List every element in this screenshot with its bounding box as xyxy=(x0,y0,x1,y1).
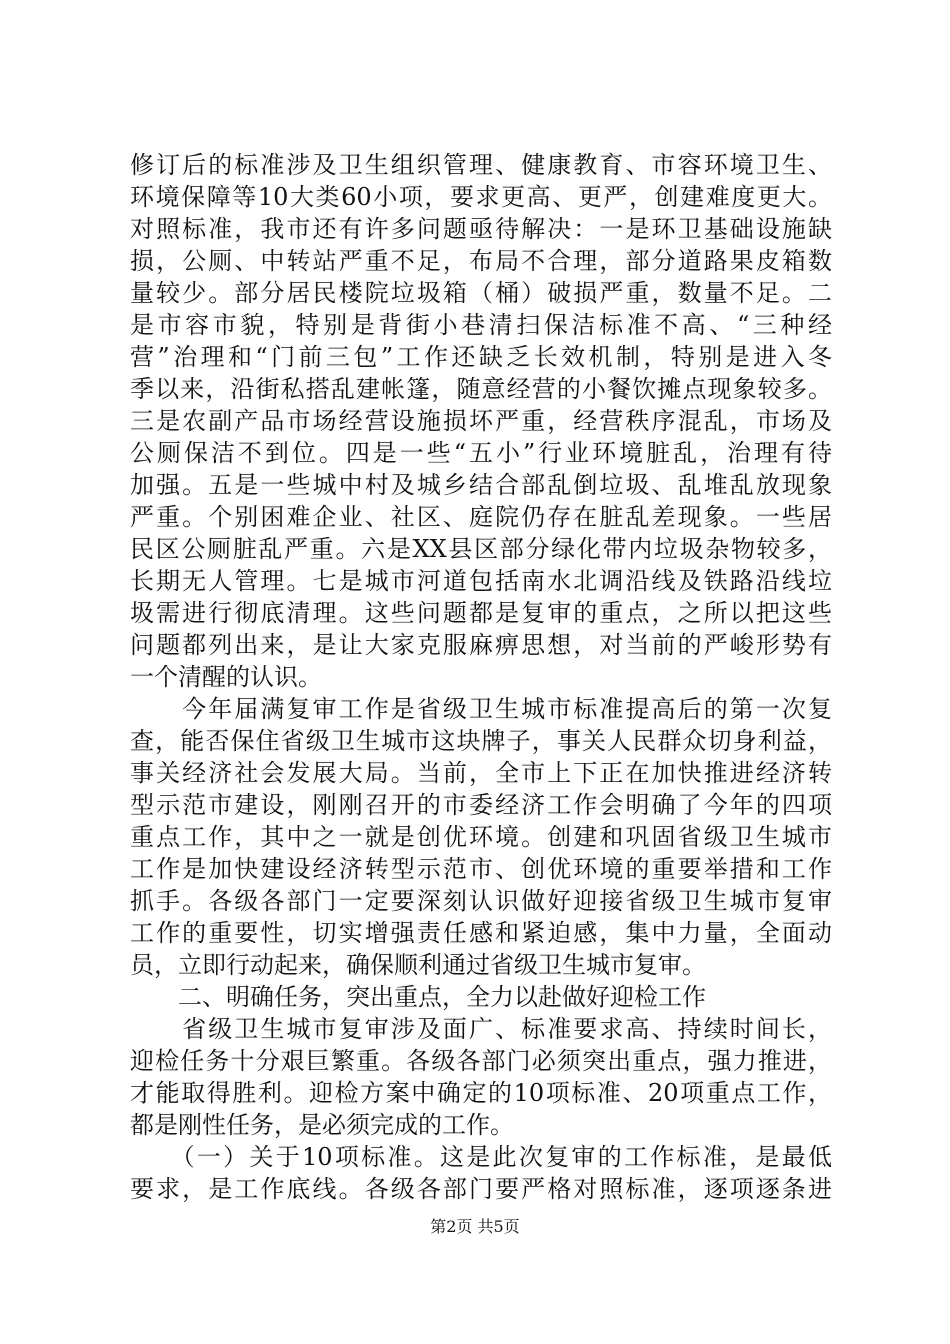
text-line: 民区公厕脏乱严重。六是XX县区部分绿化带内垃圾杂物较多， xyxy=(130,535,832,563)
text-line: 是市容市貌，特别是背街小巷清扫保洁标准不高、“三种经 xyxy=(130,311,832,339)
text-line: （一）关于10项标准。这是此次复审的工作标准，是最低 xyxy=(130,1143,832,1171)
text-line: 圾需进行彻底清理。这些问题都是复审的重点，之所以把这些 xyxy=(130,599,832,627)
text-line: 公厕保洁不到位。四是一些“五小”行业环境脏乱，治理有待 xyxy=(130,439,832,467)
text-line: 都是刚性任务，是必须完成的工作。 xyxy=(130,1111,514,1139)
text-line: 季以来，沿街私搭乱建帐篷，随意经营的小餐饮摊点现象较多。 xyxy=(130,375,832,403)
text-line: 事关经济社会发展大局。当前，全市上下正在加快推进经济转 xyxy=(130,759,832,787)
text-line: 省级卫生城市复审涉及面广、标准要求高、持续时间长， xyxy=(130,1015,832,1043)
text-line: 抓手。各级各部门一定要深刻认识做好迎接省级卫生城市复审 xyxy=(130,887,832,915)
text-line: 迎检任务十分艰巨繁重。各级各部门必须突出重点，强力推进， xyxy=(130,1047,832,1075)
text-line: 对照标准，我市还有许多问题亟待解决：一是环卫基础设施缺 xyxy=(130,215,832,243)
text-line: 工作是加快建设经济转型示范市、创优环境的重要举措和工作 xyxy=(130,855,832,883)
text-line: 重点工作，其中之一就是创优环境。创建和巩固省级卫生城市 xyxy=(130,823,832,851)
text-line: 一个清醒的认识。 xyxy=(130,663,322,691)
text-line: 加强。五是一些城中村及城乡结合部乱倒垃圾、乱堆乱放现象 xyxy=(130,471,832,499)
text-line: 环境保障等10大类60小项，要求更高、更严，创建难度更大。 xyxy=(130,183,832,211)
text-line: 长期无人管理。七是城市河道包括南水北调沿线及铁路沿线垃 xyxy=(130,567,832,595)
text-line: 问题都列出来，是让大家克服麻痹思想，对当前的严峻形势有 xyxy=(130,631,832,659)
text-line: 营”治理和“门前三包”工作还缺乏长效机制，特别是进入冬 xyxy=(130,343,832,371)
text-line: 型示范市建设，刚刚召开的市委经济工作会明确了今年的四项 xyxy=(130,791,832,819)
page-number: 第2页 共5页 xyxy=(430,1217,520,1236)
text-line: 量较少。部分居民楼院垃圾箱（桶）破损严重，数量不足。二 xyxy=(130,279,832,307)
text-line: 二、明确任务，突出重点，全力以赴做好迎检工作 xyxy=(130,983,706,1011)
text-line: 才能取得胜利。迎检方案中确定的10项标准、20项重点工作， xyxy=(130,1079,832,1107)
text-line: 严重。个别困难企业、社区、庭院仍存在脏乱差现象。一些居 xyxy=(130,503,832,531)
text-line: 查，能否保住省级卫生城市这块牌子，事关人民群众切身利益， xyxy=(130,727,832,755)
text-line: 损，公厕、中转站严重不足，布局不合理，部分道路果皮箱数 xyxy=(130,247,832,275)
page-footer xyxy=(0,1216,950,1238)
text-line: 工作的重要性，切实增强责任感和紧迫感，集中力量，全面动 xyxy=(130,919,832,947)
document-body xyxy=(130,149,832,1205)
text-line: 修订后的标准涉及卫生组织管理、健康教育、市容环境卫生、 xyxy=(130,151,832,179)
text-line: 今年届满复审工作是省级卫生城市标准提高后的第一次复 xyxy=(130,695,832,723)
text-line: 员，立即行动起来，确保顺利通过省级卫生城市复审。 xyxy=(130,951,706,979)
text-line: 三是农副产品市场经营设施损坏严重，经营秩序混乱，市场及 xyxy=(130,407,832,435)
text-line: 要求，是工作底线。各级各部门要严格对照标准，逐项逐条进 xyxy=(130,1175,832,1203)
